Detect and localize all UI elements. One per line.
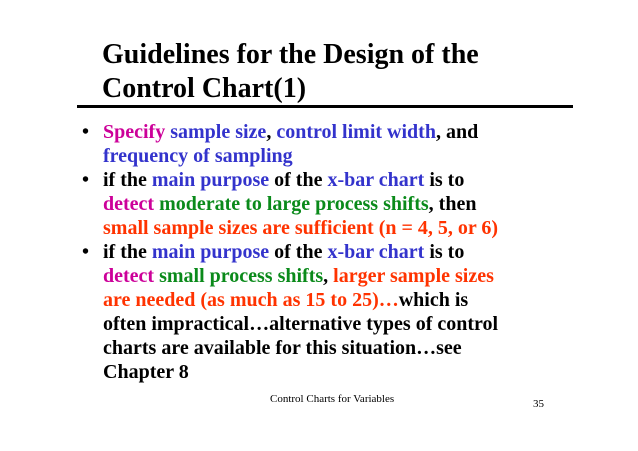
bullet-segment: control limit width [276, 121, 436, 143]
bullet-segment: often impractical…alternative types of control [103, 313, 499, 335]
bullet-segment: , and [435, 121, 479, 143]
bullet-segment: sample size [170, 121, 267, 143]
bullet-segment: larger sample sizes [333, 265, 494, 287]
bullet-item-1 [82, 120, 602, 168]
page-number: 35 [533, 398, 544, 410]
bullet-segment: of the [269, 169, 328, 191]
bullet-marker: • [82, 241, 90, 263]
bullet-segment: moderate to large process shifts [159, 193, 429, 215]
bullet-segment: main purpose [151, 169, 270, 191]
bullet-segment: is to [424, 169, 465, 191]
bullet-segment: , [323, 265, 334, 287]
bullet-segment: of the [269, 241, 328, 263]
bullet-segment: main purpose [151, 241, 270, 263]
bullet-item-3 [82, 240, 602, 384]
bullet-segment: if the [103, 241, 152, 263]
bullet-text [103, 241, 498, 383]
bullet-segment: , [266, 121, 277, 143]
bullet-list [82, 120, 602, 384]
bullet-segment: detect [103, 265, 155, 287]
bullet-segment: x-bar chart [327, 241, 425, 263]
bullet-segment: frequency of sampling [103, 145, 293, 167]
slide-title [102, 38, 479, 106]
bullet-segment: , then [428, 193, 477, 215]
bullet-segment: detect [103, 193, 155, 215]
bullet-item-2 [82, 168, 602, 240]
bullet-segment: small process shifts [159, 265, 324, 287]
bullet-text [103, 169, 498, 239]
footer-text: Control Charts for Variables [270, 393, 395, 405]
bullet-text [103, 121, 478, 167]
bullet-segment: if the [103, 169, 152, 191]
bullet-segment: charts are available for this situation…see [103, 337, 462, 359]
title-line-2: Control Chart(1) [102, 73, 307, 104]
bullet-segment: small sample sizes are sufficient (n = 4, 5, or 6) [103, 217, 499, 239]
bullet-marker: • [82, 169, 90, 191]
title-underline [77, 105, 573, 108]
bullet-segment: are needed (as much as 15 to 25)… [103, 289, 399, 311]
bullet-segment: which is [398, 289, 469, 311]
bullet-segment: Specify [103, 121, 166, 143]
bullet-segment: is to [424, 241, 465, 263]
bullet-segment: x-bar chart [327, 169, 425, 191]
bullet-segment: Chapter 8 [103, 361, 189, 383]
title-line-1: Guidelines for the Design of the [102, 39, 479, 70]
bullet-marker: • [82, 121, 90, 143]
